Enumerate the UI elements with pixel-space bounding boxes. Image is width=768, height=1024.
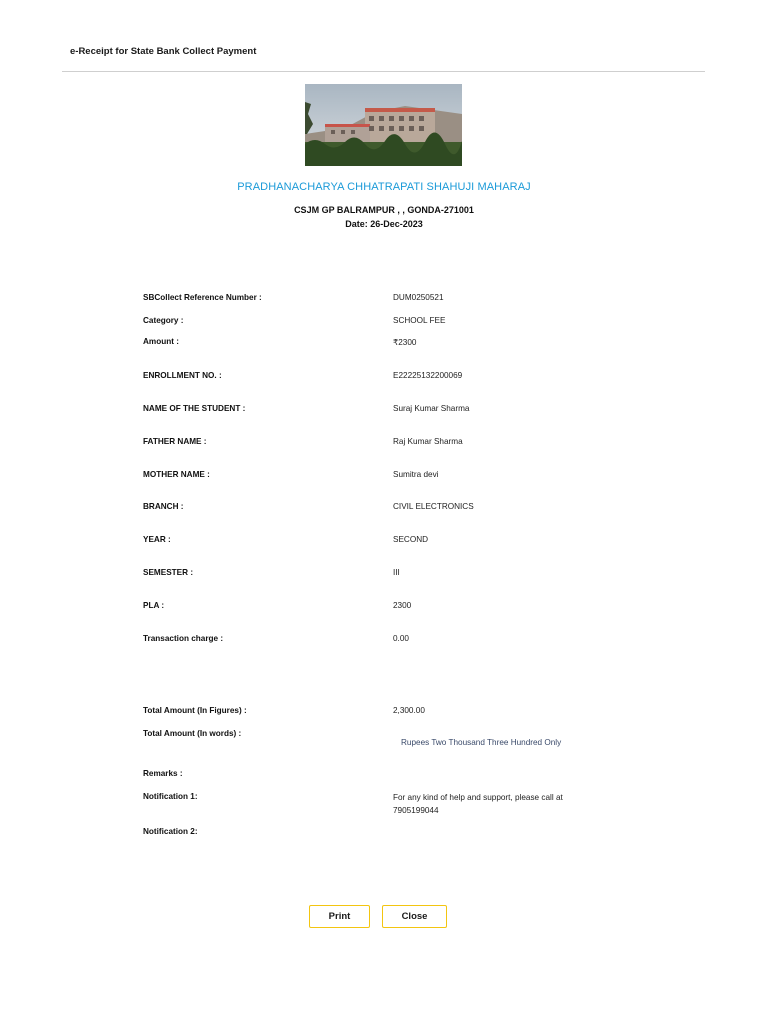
father-name-value: Raj Kumar Sharma [393, 437, 463, 446]
amount-value: ₹2300 [393, 338, 417, 347]
branch-value: CIVIL ELECTRONICS [393, 502, 474, 511]
notification1-label: Notification 1: [143, 792, 198, 801]
remarks-label: Remarks : [143, 769, 183, 778]
mother-name-label: MOTHER NAME : [143, 470, 210, 479]
page-title: e-Receipt for State Bank Collect Payment [70, 46, 257, 57]
receipt-date: Date: 26-Dec-2023 [345, 219, 423, 229]
category-label: Category : [143, 316, 184, 325]
branch-label: BRANCH : [143, 502, 184, 511]
total-words-value: Rupees Two Thousand Three Hundred Only [401, 738, 562, 747]
student-name-value: Suraj Kumar Sharma [393, 404, 470, 413]
transaction-charge-value: 0.00 [393, 634, 409, 643]
print-button[interactable]: Print [309, 905, 370, 928]
close-button[interactable]: Close [382, 905, 447, 928]
reference-value: DUM0250521 [393, 293, 444, 302]
pla-label: PLA : [143, 601, 165, 610]
pla-value: 2300 [393, 601, 412, 610]
notification2-label: Notification 2: [143, 827, 198, 836]
total-words-label: Total Amount (In words) : [143, 729, 242, 738]
institute-address: CSJM GP BALRAMPUR , , GONDA-271001 [294, 205, 474, 215]
category-value: SCHOOL FEE [393, 316, 446, 325]
father-name-label: FATHER NAME : [143, 437, 207, 446]
transaction-charge-label: Transaction charge : [143, 634, 224, 643]
reference-label: SBCollect Reference Number : [143, 293, 262, 302]
total-figures-value: 2,300.00 [393, 706, 425, 715]
year-label: YEAR : [143, 535, 171, 544]
mother-name-value: Sumitra devi [393, 470, 439, 479]
year-value: SECOND [393, 535, 429, 544]
notification1-value: For any kind of help and support, please call at 7905199044 [393, 793, 563, 815]
semester-value: III [393, 568, 400, 577]
college-photo [305, 84, 462, 166]
amount-label: Amount : [143, 337, 179, 346]
total-figures-label: Total Amount (In Figures) : [143, 706, 247, 715]
enrollment-value: E22225132200069 [393, 371, 463, 380]
enrollment-label: ENROLLMENT NO. : [143, 371, 222, 380]
semester-label: SEMESTER : [143, 568, 194, 577]
institute-name: PRADHANACHARYA CHHATRAPATI SHAHUJI MAHARAJ [237, 181, 531, 193]
student-name-label: NAME OF THE STUDENT : [143, 404, 246, 413]
header-divider [62, 71, 705, 72]
